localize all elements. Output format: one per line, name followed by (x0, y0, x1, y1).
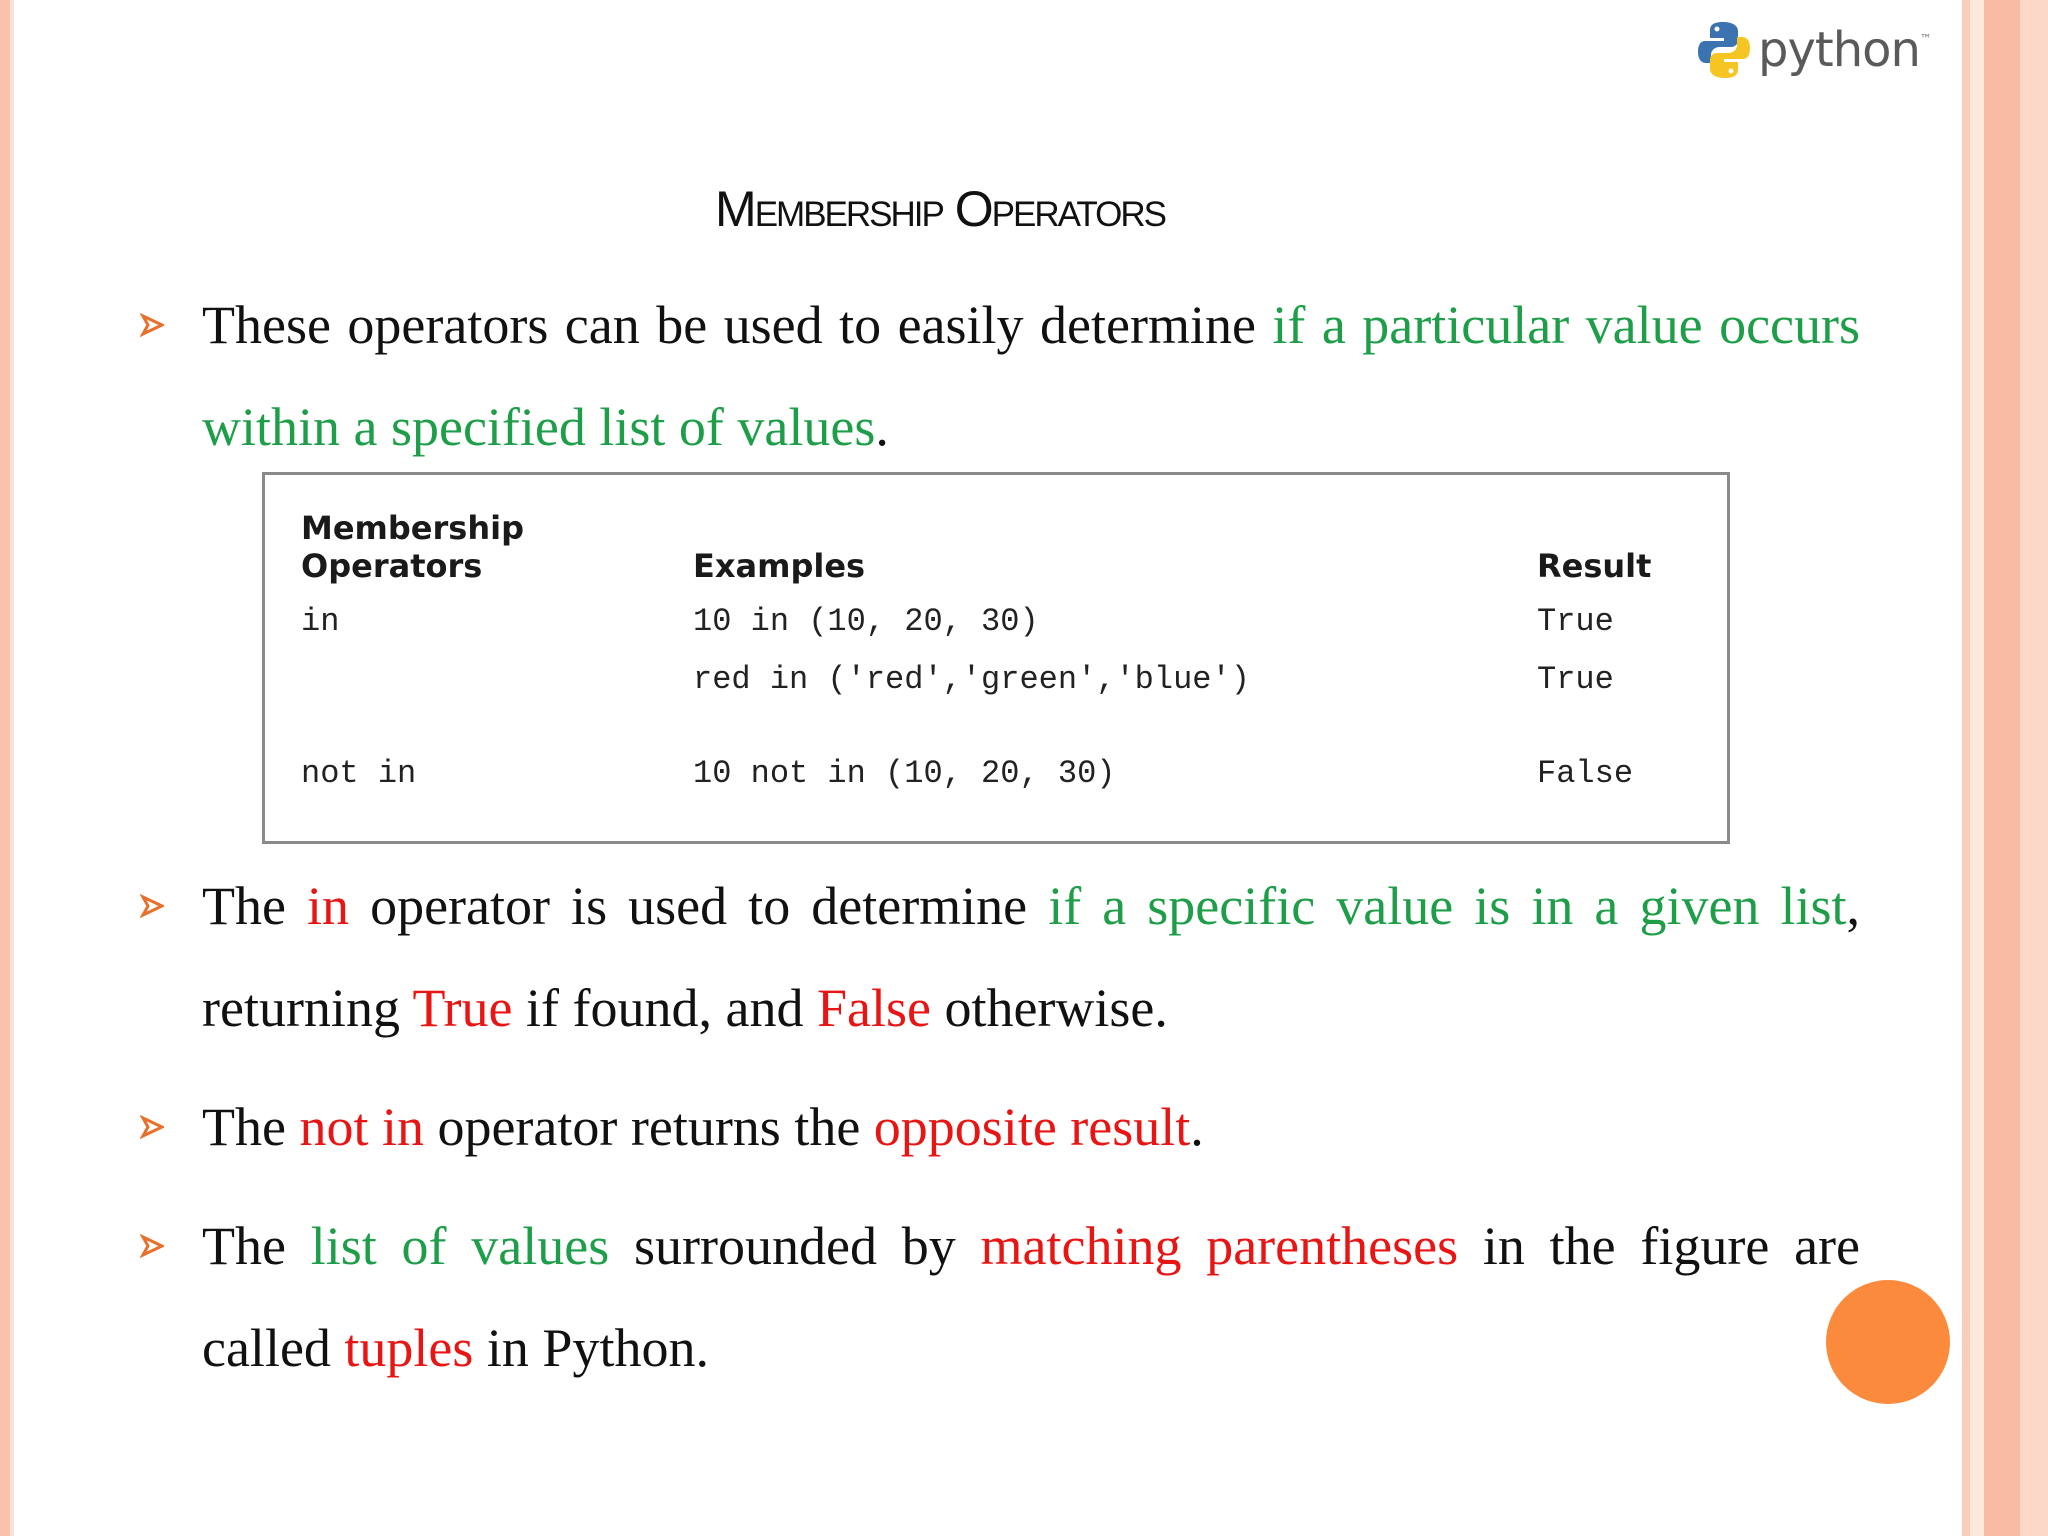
b3-opposite-result: opposite result (873, 1097, 1191, 1157)
arrow-bullet-icon (140, 855, 170, 957)
b4-seg3: surrounded by (609, 1216, 981, 1276)
header-operator-line2: Operators (301, 547, 483, 585)
row-3-operator: not in (301, 755, 417, 792)
python-logo-text: python (1758, 22, 1920, 78)
b4-matching-parentheses: matching parentheses (980, 1216, 1459, 1276)
trademark-mark: ™ (1919, 32, 1932, 46)
b3-not-in-keyword: not in (299, 1097, 424, 1157)
bullet-2 (140, 855, 1860, 1059)
b1-highlight: if a particular value occurs within a specified list of values (202, 295, 1861, 457)
arrow-bullet-icon (140, 1076, 170, 1178)
bullet-2-text (202, 855, 1860, 1059)
b2-seg9: otherwise. (930, 978, 1168, 1038)
bullet-4 (140, 1195, 1860, 1399)
b1-period: . (875, 397, 889, 457)
b4-seg7: in Python. (473, 1318, 709, 1378)
row-1-result: True (1537, 603, 1614, 640)
membership-operators-table (262, 472, 1730, 844)
header-operator-line1: Membership (301, 509, 524, 547)
python-logo (1696, 18, 1932, 82)
b1-plain: These operators can be used to easily determine (202, 295, 1273, 355)
row-3-example: 10 not in (10, 20, 30) (693, 755, 1116, 792)
b2-in-keyword: in (307, 876, 350, 936)
bullet-3-text (202, 1076, 1860, 1178)
b2-seg7: if found, and (512, 978, 817, 1038)
right-border-stripe-light (1970, 0, 1984, 1536)
b4-seg1: The (202, 1216, 311, 1276)
right-border-stripe (1962, 0, 1970, 1536)
row-3-result: False (1537, 755, 1634, 792)
arrow-bullet-icon (140, 274, 170, 376)
b3-period: . (1190, 1097, 1204, 1157)
slide-title: Membership Operators (715, 181, 1165, 237)
row-2-example: red in ('red','green','blue') (693, 661, 1250, 698)
b2-highlight: if a specific value is in a given list (1048, 876, 1847, 936)
b4-seg5: in the figure are called (202, 1216, 1861, 1378)
bullet-1-text (202, 274, 1860, 478)
b4-tuples: tuples (344, 1318, 474, 1378)
header-examples: Examples (693, 547, 866, 585)
right-border-stripe-dark (1984, 0, 2020, 1536)
row-2-result: True (1537, 661, 1614, 698)
row-1-operator: in (301, 603, 340, 640)
arrow-bullet-icon (140, 1195, 170, 1297)
row-1-example: 10 in (10, 20, 30) (693, 603, 1039, 640)
b3-seg1: The (202, 1097, 300, 1157)
bullet-3 (140, 1076, 1860, 1178)
bullet-1 (140, 274, 1860, 478)
bullet-4-text (202, 1195, 1860, 1399)
b2-seg1: The (202, 876, 308, 936)
python-snake-icon (1696, 18, 1752, 82)
b2-seg3: operator is used to determine (349, 876, 1049, 936)
b2-false: False (816, 978, 931, 1038)
decorative-orange-circle (1826, 1280, 1950, 1404)
right-border-stripe-edge (2020, 0, 2048, 1536)
b2-seg5: , returning (202, 876, 1860, 1038)
b2-true: True (412, 978, 513, 1038)
header-result: Result (1537, 547, 1652, 585)
b4-list-of-values: list of values (310, 1216, 610, 1276)
b3-seg3: operator returns the (423, 1097, 874, 1157)
